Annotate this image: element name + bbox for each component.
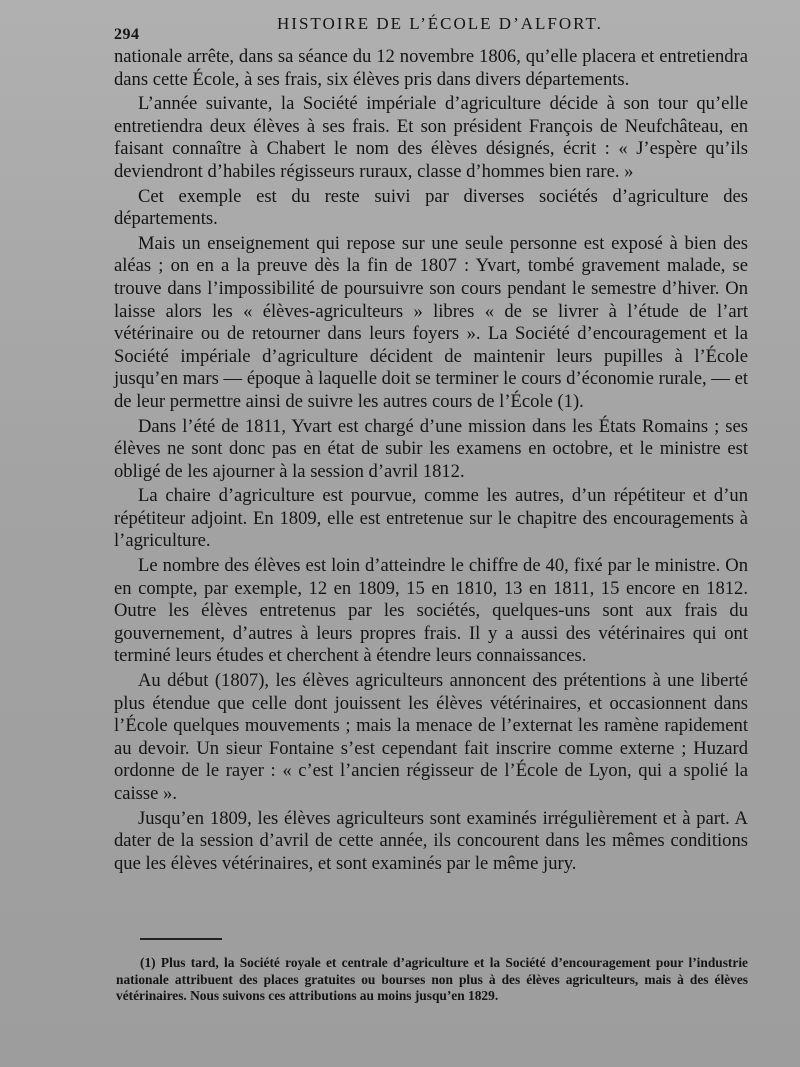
- paragraph: Dans l’été de 1811, Yvart est chargé d’une mission dans les États Romains ; ses élèves ne sont donc pas en état de subir les examens en octobre, et le ministre est obligé de les ajourner à la session d’avril 1812.: [114, 415, 748, 482]
- paragraph: Au début (1807), les élèves agriculteurs annoncent des prétentions à une liberté plus étendue que celle dont jouissent les élèves vétérinaires, et occasionnent dans l’École quelques mouvements ; mais la menace de l’externat les ramène rapidement au devoir. Un sieur Fontaine s’est cependant fait inscrire comme externe ; Huzard ordonne de le rayer : « c’est l’ancien régisseur de l’École de Lyon, qui a spolié la caisse ».: [114, 670, 748, 804]
- body-text: [114, 46, 748, 877]
- footnote-divider: [140, 938, 222, 940]
- page-number: 294: [114, 26, 140, 43]
- paragraph: Cet exemple est du reste suivi par diverses sociétés d’agriculture des départements.: [114, 185, 748, 230]
- footnote: (1) Plus tard, la Société royale et centrale d’agriculture et la Société d’encouragement pour l’industrie nationale attribuent des places gratuites ou bourses non plus à des élèves agriculteurs, mais à des élèves vétérinaires. Nous suivons ces attributions au moins jusqu’en 1829.: [116, 955, 748, 1003]
- paragraph: Mais un enseignement qui repose sur une seule personne est exposé à bien des aléas ; on en a la preuve dès la fin de 1807 : Yvart, tombé gravement malade, se trouve dans l’impossibilité de poursuivre son cours pendant le semestre d’hiver. On laisse alors les « élèves-agriculteurs » libres « de se livrer à l’étude de l’art vétérinaire ou de retourner dans leurs foyers ». La Société d’encouragement et la Société impériale d’agriculture décident de maintenir leurs pupilles à l’École jusqu’en mars — époque à laquelle doit se terminer le cours d’économie rurale, — et de leur permettre ainsi de suivre les autres cours de l’École (1).: [114, 232, 748, 412]
- paragraph: La chaire d’agriculture est pourvue, comme les autres, d’un répétiteur et d’un répétiteur adjoint. En 1809, elle est entretenue sur le chapitre des encouragements à l’agriculture.: [114, 485, 748, 552]
- paragraph-continued: nationale arrête, dans sa séance du 12 novembre 1806, qu’elle placera et entretiendra dans cette École, à ses frais, six élèves pris dans divers départements.: [114, 46, 748, 90]
- paragraph: L’année suivante, la Société impériale d’agriculture décide à son tour qu’elle entretiendra deux élèves à ses frais. Et son président François de Neufchâteau, en faisant connaître à Chabert le nom des élèves désignés, écrit : « J’espère qu’ils deviendront d’habiles régisseurs ruraux, classe d’hommes bien rare. »: [114, 93, 748, 182]
- paragraph: Le nombre des élèves est loin d’atteindre le chiffre de 40, fixé par le ministre. On en compte, par exemple, 12 en 1809, 15 en 1810, 13 en 1811, 15 encore en 1812. Outre les élèves entretenus par les sociétés, quelques-uns sont aux frais du gouvernement, d’autres à leurs propres frais. Il y a aussi des vétérinaires qui ont terminé leurs études et cherchent à étendre leurs connaissances.: [114, 555, 748, 667]
- paragraph: Jusqu’en 1809, les élèves agriculteurs sont examinés irrégulièrement et à part. A dater de la session d’avril de cette année, ils concourent dans les mêmes conditions que les élèves vétérinaires, et sont examinés par le même jury.: [114, 807, 748, 874]
- page-header: [112, 14, 748, 44]
- running-head: HISTOIRE DE L’ÉCOLE D’ALFORT.: [277, 14, 603, 33]
